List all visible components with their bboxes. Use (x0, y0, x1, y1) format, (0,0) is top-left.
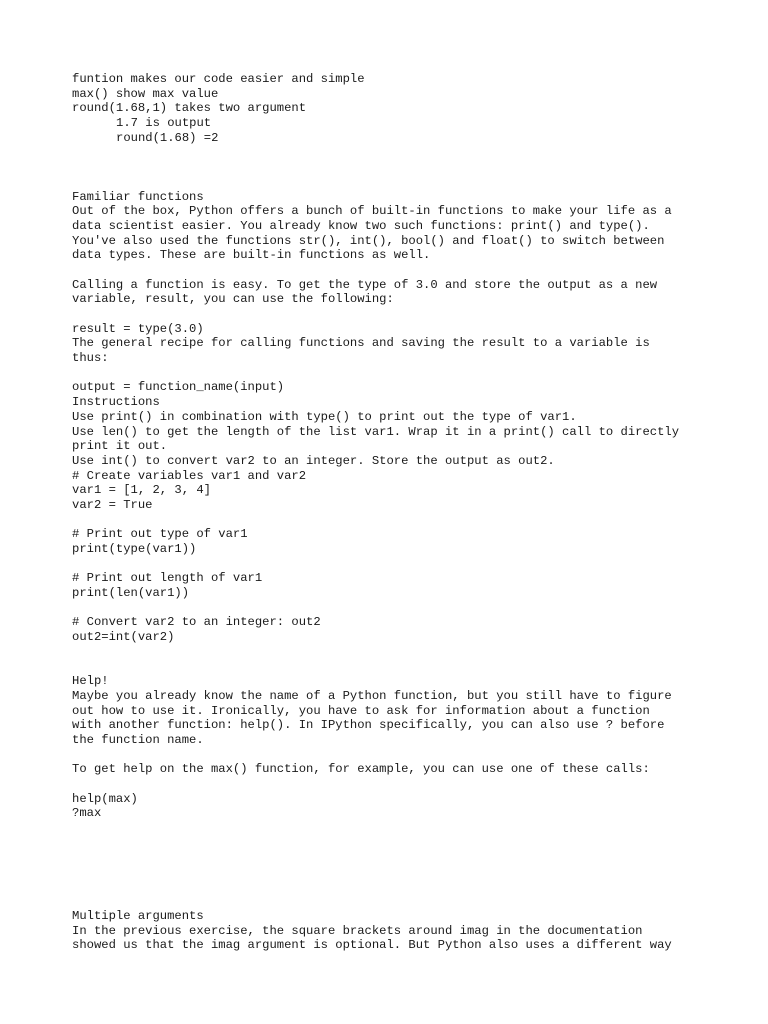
familiar-functions-section (72, 190, 712, 645)
section-heading: Familiar functions (72, 189, 204, 204)
section-heading: Multiple arguments (72, 909, 204, 924)
paragraph-line: Out of the box, Python offers a bunch of built-in functions to make your life as a (72, 204, 672, 219)
paragraph-line: Maybe you already know the name of a Python function, but you still have to figure (72, 688, 672, 703)
paragraph-line: You've also used the functions str(), int(), bool() and float() to switch between (72, 233, 665, 248)
note-line-indented: round(1.68) =2 (116, 130, 219, 145)
note-line: funtion makes our code easier and simple (72, 72, 365, 86)
code-line: out2=int(var2) (72, 630, 175, 645)
code-line: # Convert var2 to an integer: out2 (72, 615, 321, 630)
notes-section (72, 72, 712, 145)
paragraph-line: data types. These are built-in functions as well. (72, 248, 431, 263)
help-section (72, 674, 712, 821)
multiple-arguments-section (72, 909, 712, 953)
note-line-indented: 1.7 is output (116, 116, 212, 131)
code-line: result = type(3.0) (72, 321, 204, 336)
note-line: round(1.68,1) takes two argument (72, 101, 307, 116)
document-page (72, 72, 712, 953)
code-line: output = function_name(input) (72, 380, 285, 395)
note-line: max() show max value (72, 86, 219, 101)
paragraph-line: showed us that the imag argument is optional. But Python also uses a different way (72, 938, 672, 953)
code-line: print(len(var1)) (72, 586, 190, 601)
code-line: help(max) (72, 791, 138, 806)
code-line: var2 = True (72, 497, 153, 512)
paragraph-line: the function name. (72, 732, 204, 747)
code-line: print(type(var1)) (72, 542, 197, 557)
code-line: ?max (72, 806, 102, 821)
instruction-line: Use len() to get the length of the list var1. Wrap it in a print() call to directly (72, 424, 680, 439)
paragraph-line: thus: (72, 351, 109, 366)
paragraph-line: data scientist easier. You already know two such functions: print() and type(). (72, 218, 650, 233)
code-line: # Print out type of var1 (72, 527, 248, 542)
paragraph-line: out how to use it. Ironically, you have to ask for information about a function (72, 703, 650, 718)
paragraph-line: with another function: help(). In IPython specifically, you can also use ? before (72, 718, 665, 733)
instruction-line: Use int() to convert var2 to an integer. Store the output as out2. (72, 453, 555, 468)
instruction-line: print it out. (72, 439, 168, 454)
section-heading: Help! (72, 674, 109, 689)
paragraph-line: variable, result, you can use the following: (72, 292, 394, 307)
code-line: var1 = [1, 2, 3, 4] (72, 483, 211, 498)
paragraph-line: Calling a function is easy. To get the type of 3.0 and store the output as a new (72, 277, 658, 292)
paragraph-line: The general recipe for calling functions and saving the result to a variable is (72, 336, 650, 351)
paragraph-line: In the previous exercise, the square brackets around imag in the documentation (72, 923, 643, 938)
paragraph-line: To get help on the max() function, for example, you can use one of these calls: (72, 762, 650, 777)
subheading: Instructions (72, 395, 160, 410)
code-line: # Create variables var1 and var2 (72, 468, 307, 483)
instruction-line: Use print() in combination with type() to print out the type of var1. (72, 409, 577, 424)
code-line: # Print out length of var1 (72, 571, 263, 586)
